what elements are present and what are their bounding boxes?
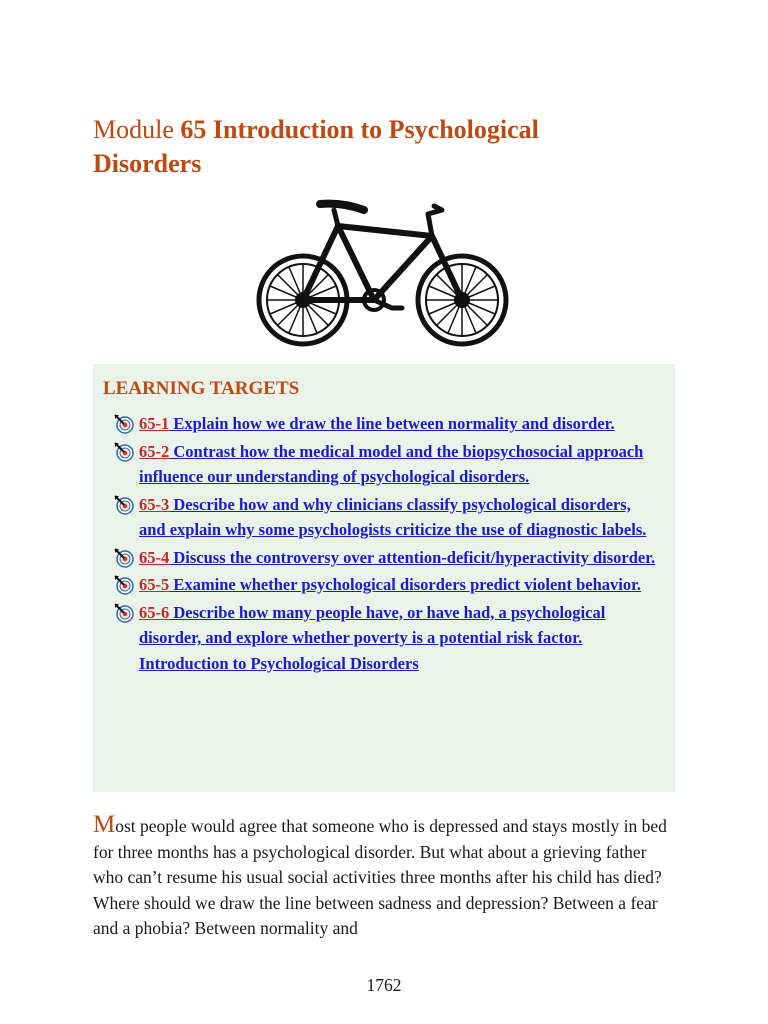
learning-target-item [93,545,675,571]
learning-target-number-link[interactable]: 65-4 [139,547,170,567]
target-arrow-icon [113,602,135,624]
drop-cap: M [93,811,116,838]
learning-target-text-link[interactable]: Describe how and why clinicians classify psychological disorders, and explain why some psychologists criticize the use of diagnostic labels. [139,494,647,539]
title-prefix: Module [93,115,181,144]
target-arrow-icon [113,494,135,516]
learning-target-item [93,411,675,437]
title-main: 65 Introduction to Psychological Disorders [93,115,539,178]
learning-target-item [93,600,675,677]
body-paragraph [93,812,677,942]
learning-target-number-link[interactable]: 65-3 [139,494,170,514]
learning-target-text-link[interactable]: Contrast how the medical model and the biopsychosocial approach influence our understanding of psychological disorders. [139,441,644,486]
learning-target-number-link[interactable]: 65-6 [139,602,170,622]
target-arrow-icon [113,413,135,435]
target-arrow-icon [113,547,135,569]
learning-targets-list [93,411,675,678]
learning-target-item [93,439,675,490]
learning-targets-box [93,364,675,792]
learning-target-item [93,492,675,543]
learning-target-number-link[interactable]: 65-1 [139,414,170,433]
bicycle-icon [254,196,512,348]
page-number: 1762 [366,975,402,995]
learning-target-text-link[interactable]: Discuss the controversy over attention-deficit/hyperactivity disorder. [169,547,656,567]
learning-target-text-link[interactable]: Examine whether psychological disorders predict violent behavior. [169,575,642,594]
learning-targets-heading: LEARNING TARGETS [103,378,300,399]
learning-target-number-link[interactable]: 65-5 [139,575,170,594]
learning-target-item [93,572,675,598]
learning-target-number-link[interactable]: 65-2 [139,441,170,461]
learning-target-text-link[interactable]: Describe how many people have, or have had, a psychological disorder, and explore whether poverty is a potential risk factor. [139,602,606,647]
section-title-link[interactable]: Introduction to Psychological Disorders [139,653,419,673]
body-text: ost people would agree that someone who is depressed and stays mostly in bed for three months has a psychological disorder. But what about a grieving father who can’t resume his usual social activities three months after his child has died? Where should we draw the line between sadness and depression? Between a fear and a phobia? Between normality and [93,816,667,938]
target-arrow-icon [113,441,135,463]
learning-target-text-link[interactable]: Explain how we draw the line between normality and disorder. [169,414,615,433]
page-title [93,113,653,181]
target-arrow-icon [113,574,135,596]
